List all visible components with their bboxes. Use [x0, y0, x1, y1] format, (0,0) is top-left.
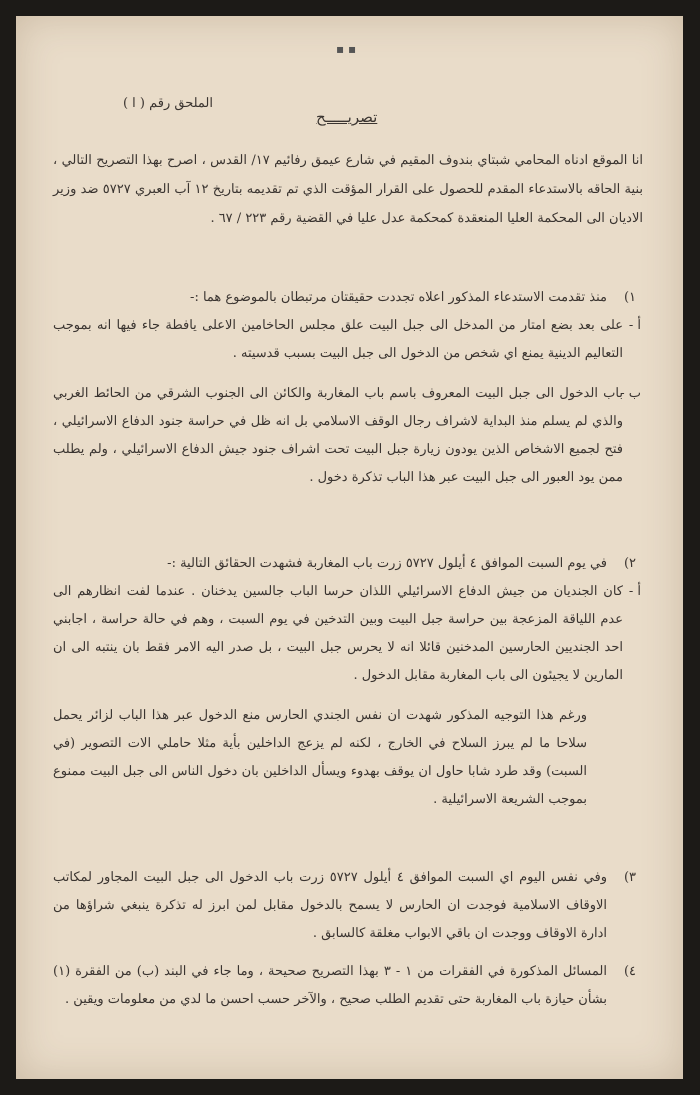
item-paragraph: ورغم هذا التوجيه المذكور شهدت ان نفس الجندي الحارس منع الدخول عبر هذا الباب لزائر يحمل سلاحا ما لم يبرز السلاح في الخارج ، لكنه لم يزعج الداخلين بأية مثلا حاملي الات التصوير (في السبت) وقد طرد شابا حاول ان يوقف بهدوء ويسأل الداخلين بان دخول الناس الى جبل البيت ممنوع بموجب الشريعة الاسرائيلية .: [53, 708, 587, 807]
item-lead: وفي نفس اليوم اي السبت الموافق ٤ أيلول ٥٧٢٧ زرت باب الدخول الى جبل البيت المجاور لمكاتب الاوقاف الاسلامية فوجدت ان الحارس لا يسمح بالدخول مقابل لمن ابرز له تذكرة ينبغي شراؤها من ادارة الاوقاف ووجدت ان باقي الابواب مغلقة كالسابق .: [53, 870, 607, 941]
item-number: ٤): [623, 964, 637, 979]
item-number: ١): [623, 290, 637, 305]
sub-item-letter: أ -: [628, 318, 641, 333]
sub-item-letter: ب -: [620, 386, 641, 401]
item-number: ٣): [623, 870, 637, 885]
item-lead: المسائل المذكورة في الفقرات من ١ - ٣ بهذا التصريح صحيحة ، وما جاء في البند (ب) من الفقرة (١) بشأن حيازة باب المغاربة حتى تقديم الطلب صحيح ، والآخر حسب احسن ما لدي من معلومات ويقين .: [53, 964, 607, 1007]
document-sheet: [16, 16, 683, 1079]
intro-paragraph: انا الموقع ادناه المحامي شبتاي بندوف المقيم في شارع عيمق رفائيم ١٧/ القدس ، اصرح بهذا التصريح التالي ، بنية الحاقه بالاستدعاء المقدم للحصول على القرار المؤقت الذي تم تقديمه بتاريخ ١٢ آب العبري ٥٧٢٧ ضد وزير الاديان الى المحكمة العليا المنعقدة كمحكمة عدل عليا في القضية رقم ٢٢٣ / ٦٧ .: [53, 153, 643, 226]
item-1: [53, 284, 643, 492]
annex-label: الملحق رقم ( ا ): [122, 96, 213, 111]
item-lead: منذ تقدمت الاستدعاء المذكور اعلاه تجددت حقيقتان مرتبطان بالموضوع هما :-: [190, 290, 607, 305]
sub-item-letter: أ -: [628, 584, 641, 599]
sub-item-text: كان الجنديان من جيش الدفاع الاسرائيلي اللذان حرسا الباب جالسين يدخنان . عندما لفت انظارهم الى عدم اللياقة المزعجة بين حراسة جبل البيت وبين التدخين في يوم السبت ، وهم في حالة حراسة ، اجابني احد الجنديين الحارسين المدخنين قائلا انه لا يحرس جبل البيت ، بل صدر اليه الامر فقط بان ينتبه الى ان المارين لا يجيئون الى باب المغاربة مقابل الدخول .: [53, 584, 623, 683]
sub-item-text: باب الدخول الى جبل البيت المعروف باسم باب المغاربة والكائن الى الجنوب الشرقي من الحائط الغربي والذي لم يسلم منذ البداية لاشراف رجال الوقف الاسلامي بل انه ظل في حراسة جنود الدفاع الاسرائيلي ، فتح لجميع الاشخاص الذين يودون زيارة جبل البيت تحت اشراف جنود جيش الدفاع الاسرائيلي ، ولم يطلب ممن يود العبور الى جبل البيت عبر هذا الباب تذكرة دخول .: [53, 386, 623, 485]
sub-item-b: [53, 380, 641, 492]
sub-item-text: على بعد بضع امتار من المدخل الى جبل البيت علق مجلس الحاخامين الاعلى يافطة جاء فيها انه بموجب التعاليم الدينية يمنع اي شخص من الدخول الى جبل البيت بسبب قدسيته .: [53, 318, 623, 361]
item-number: ٢): [623, 556, 637, 571]
sub-item-a: [53, 312, 641, 368]
item-4: [53, 958, 643, 1014]
item-3: [53, 864, 643, 948]
sub-item-a: [53, 578, 641, 690]
document-body: [16, 16, 683, 1079]
binding-punch-marks: ▪ ▪: [336, 42, 357, 56]
item-2: [53, 550, 643, 814]
item-lead: في يوم السبت الموافق ٤ أيلول ٥٧٢٧ زرت باب المغاربة فشهدت الحقائق التالية :-: [167, 556, 607, 571]
document-title: تصريـــــح: [316, 108, 378, 126]
